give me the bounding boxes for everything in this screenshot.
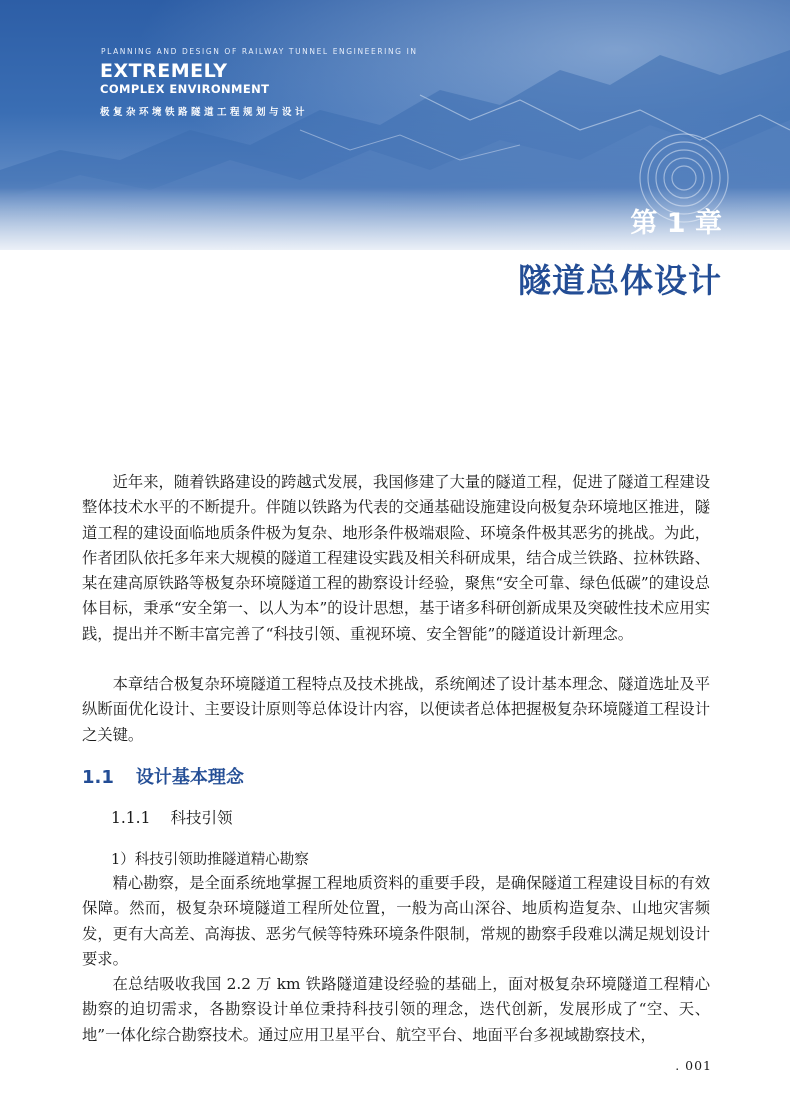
section-title: 设计基本理念 bbox=[135, 767, 244, 788]
subsection-title: 科技引领 bbox=[170, 809, 233, 827]
subsection-heading bbox=[111, 806, 232, 828]
series-title-en-mid: COMPLEX ENVIRONMENT bbox=[100, 82, 270, 96]
section-heading bbox=[82, 763, 244, 789]
section-number: 1.1 bbox=[82, 767, 114, 788]
item-heading: 1）科技引领助推隧道精心勘察 bbox=[111, 852, 309, 868]
intro-paragraph: 近年来，随着铁路建设的跨越式发展，我国修建了大量的隧道工程，促进了隧道工程建设整体技术水平的不断提升。伴随以铁路为代表的交通基础设施建设向极复杂环境地区推进，隧道工程的建设面临地质条件极为复杂、地形条件极端艰险、环境条件极其恶劣的挑战。为此，作者团队依托多年来大规模的隧道工程建设实践及相关科研成果，结合成兰铁路、拉林铁路、某在建高原铁路等极复杂环境隧道工程的勘察设计经验，聚焦“安全可靠、绿色低碳”的建设总体目标，秉承“安全第一、以人为本”的设计思想，基于诸多科研创新成果及突破性技术应用实践，提出并不断丰富完善了“科技引领、重视环境、安全智能”的隧道设计新理念。 bbox=[82, 473, 710, 643]
chapter-title: 隧道总体设计 bbox=[518, 261, 722, 300]
series-title-en-small: PLANNING AND DESIGN OF RAILWAY TUNNEL ENGINEERING IN bbox=[101, 47, 418, 56]
intro-paragraph: 本章结合极复杂环境隧道工程特点及技术挑战，系统阐述了设计基本理念、隧道选址及平纵断面优化设计、主要设计原则等总体设计内容，以便读者总体把握极复杂环境隧道工程设计之关键。 bbox=[82, 675, 710, 744]
section-paragraph: 精心勘察，是全面系统地掌握工程地质资料的重要手段，是确保隧道工程建设目标的有效保障。然而，极复杂环境隧道工程所处位置，一般为高山深谷、地质构造复杂、山地灾害频发，更有大高差、高海拔、恶劣气候等特殊环境条件限制，常规的勘察手段难以满足规划设计要求。 bbox=[82, 874, 710, 968]
section-paragraph: 在总结吸收我国 2.2 万 km 铁路隧道建设经验的基础上，面对极复杂环境隧道工程精心勘察的迫切需求，各勘察设计单位秉持科技引领的理念，迭代创新，发展形成了“空、天、地”一体化综合勘察技术。通过应用卫星平台、航空平台、地面平台多视域勘察技术， bbox=[82, 975, 710, 1044]
chapter-number: 第 1 章 bbox=[630, 208, 722, 239]
series-title-cn: 极复杂环境铁路隧道工程规划与设计 bbox=[100, 107, 309, 118]
subsection-number: 1.1.1 bbox=[111, 809, 151, 827]
header-banner bbox=[0, 0, 790, 250]
series-title-en-big: EXTREMELY bbox=[100, 60, 228, 82]
page-number: . 001 bbox=[675, 1058, 712, 1073]
